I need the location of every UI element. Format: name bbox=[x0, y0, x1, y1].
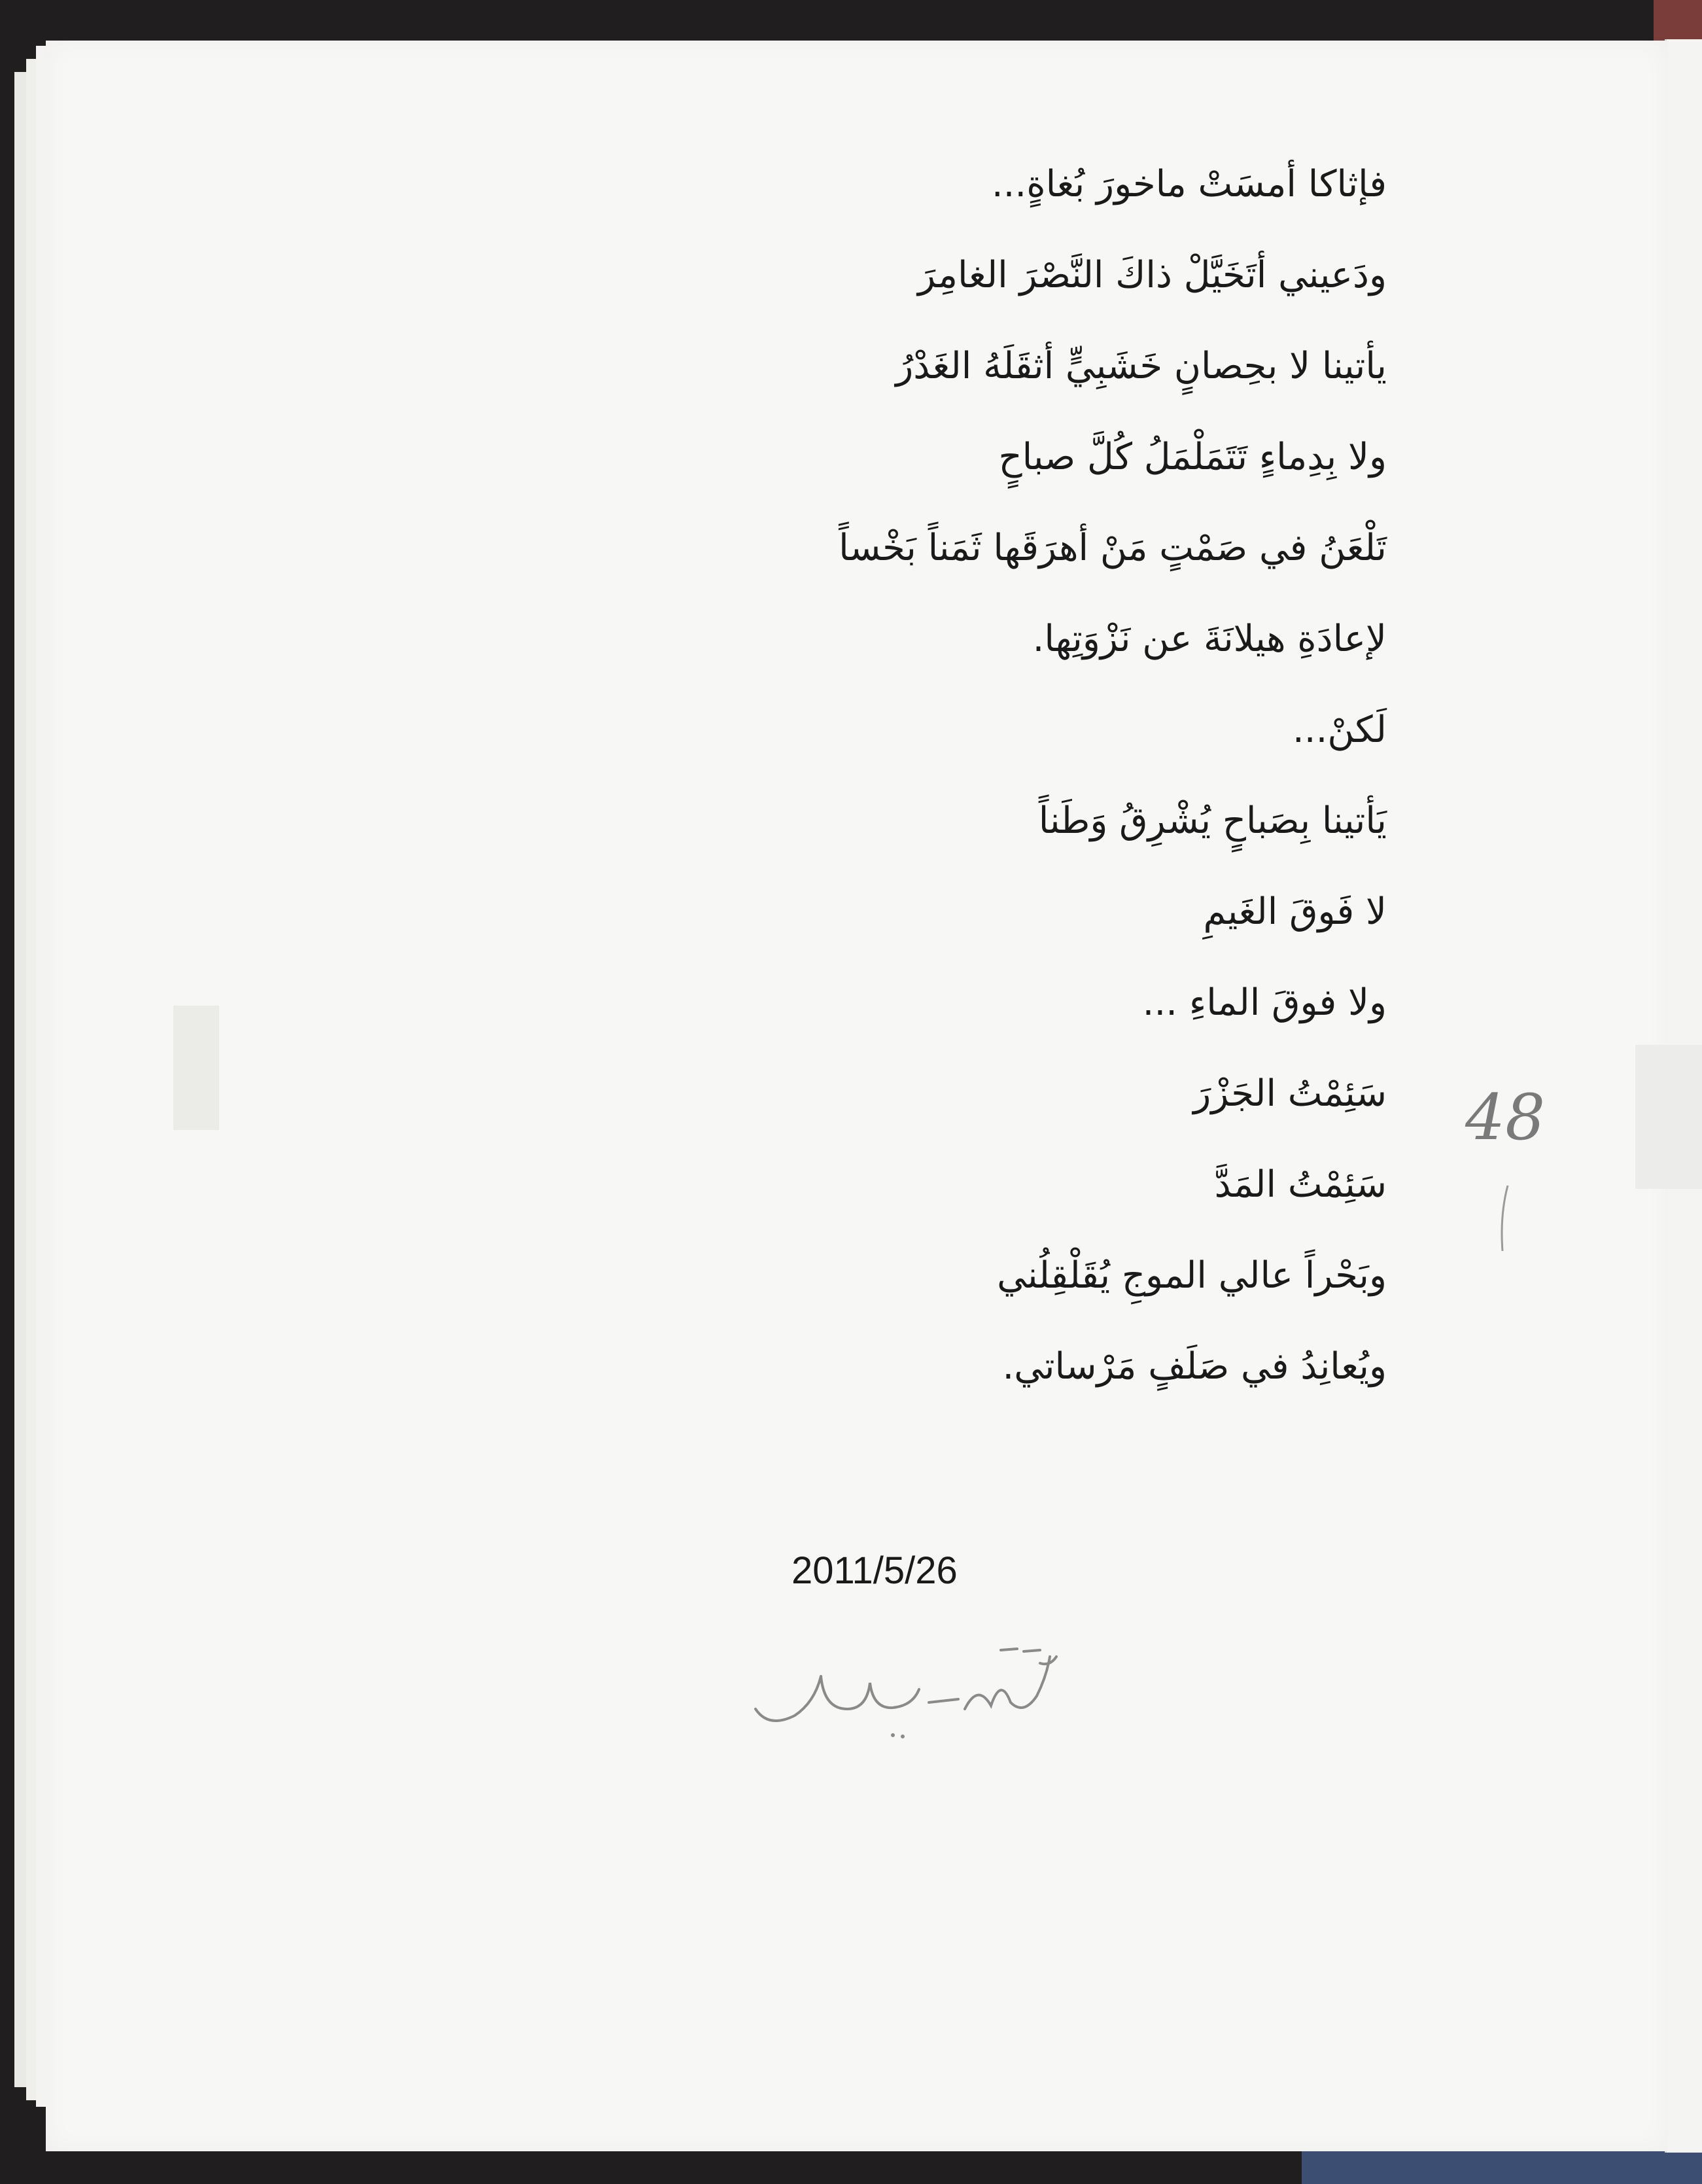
poem-text bbox=[602, 139, 1387, 1412]
poem-line: ولا بِدِماءٍ تَتَمَلْمَلُ كُلَّ صباحٍ bbox=[998, 436, 1387, 478]
poem-line: يَأتينا بِصَباحٍ يُشْرِقُ وَطَناً bbox=[1038, 800, 1387, 842]
pencil-mark bbox=[1488, 1182, 1514, 1254]
poem-line: وبَحْراً عالي الموجِ يُقَلْقِلُني bbox=[997, 1254, 1387, 1297]
handwritten-signature bbox=[742, 1637, 1069, 1755]
poem-line: لإعادَةِ هيلانَةَ عن نَزْوَتِها. bbox=[1032, 618, 1387, 660]
document-page bbox=[46, 41, 1668, 2151]
poem-line: ودَعيني أتَخَيَّلْ ذاكَ النَّصْرَ الغامِرَ bbox=[918, 254, 1387, 296]
paper-tab bbox=[173, 1006, 219, 1130]
poem-line: سَئِمْتُ الجَزْرَ bbox=[1193, 1072, 1387, 1115]
page-number: 48 bbox=[1465, 1081, 1546, 1154]
poem-line: يأتينا لا بحِصانٍ خَشَبِيٍّ أثقَلَهُ الغَدْرُ bbox=[895, 345, 1387, 387]
poem-line: ويُعانِدُ في صَلَفٍ مَرْساتي. bbox=[1002, 1345, 1387, 1388]
poem-line: لَكنْ... bbox=[1292, 709, 1387, 751]
poem-line: فإثاكا أمسَتْ ماخورَ بُغاةٍ... bbox=[991, 163, 1387, 205]
poem-line: لا فَوقَ الغَيمِ bbox=[1203, 890, 1387, 933]
binding-bottom bbox=[1302, 2150, 1702, 2184]
poem-line: تَلْعَنُ في صَمْتٍ مَنْ أهرَقَها ثَمَناً بَخْساً bbox=[839, 527, 1387, 569]
poem-line: ولا فوقَ الماءِ ... bbox=[1142, 981, 1387, 1024]
document-date: 2011/5/26 bbox=[791, 1549, 958, 1592]
paper-tab bbox=[1635, 1045, 1702, 1189]
binding-top bbox=[1654, 0, 1702, 41]
poem-line: سَئِمْتُ المَدَّ bbox=[1214, 1163, 1387, 1206]
